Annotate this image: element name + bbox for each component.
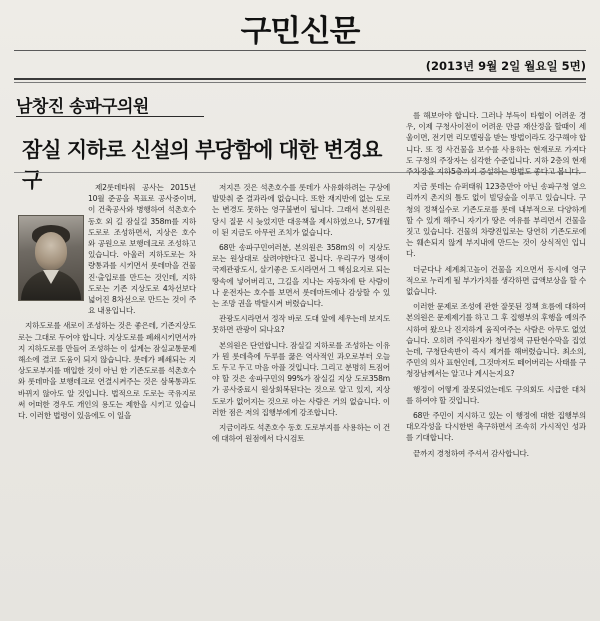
masthead-divider <box>14 50 586 51</box>
paragraph: 끝까지 경청하여 주셔서 감사합니다. <box>413 448 529 458</box>
paragraph: 관광도시라면서 정작 바로 도대 앞에 세우는데 보지도 못하면 관광이 되나요? <box>212 314 390 335</box>
paragraph: 제2롯데타워 공사는 2015년 10월 준공을 목표로 공사중이며, 이 건축공사와 병행하여 석촌호수 동호 외 길 잠실길 358m를 지하도로로 조성하면서, 지상은 호수와 공원으로 보행데크로 조성하고 있습니다. 아울러 지하도로는 차량통과를 시키면서 롯데마을 건물 진·출입로를 만드는 것인데, 지하도로는 기존 지상도로 4차선보다 넓어진 8차선으로 만드는 것이 주요 내용입니다. <box>88 183 196 316</box>
masthead-title: 구민신문 <box>240 14 360 49</box>
paragraph: 지하도로를 새로이 조성하는 것은 좋은데, 기존지상도로는 그대로 두어야 합니다. 지상도로를 폐쇄시키면서까지 지하도로를 만들어 조성하는 이 설계는 잠실교통문제 해소에 결코 도움이 되지 않습니다. 롯데가 폐쇄되는 지상도로부지를 매입한 것이 아닌 한 기존도로를 석촌호수와 롯데마을 보행데크로 연결시켜주는 것은 삼복통과도 바뀌지 않아도 알 것입니다. 법적으로 도로는 국유지로써 어떠한 경우도 개인의 용도는 제한을 시키고 있습니다. 이러한 법령이 있음에도 이 일을 <box>18 321 196 421</box>
paragraph: 지금 롯데는 슈퍼태워 123층만아 아닌 송파구청 옆으리까지 촌지의 틈도 없이 빌딩숲을 이루고 있습니다. 구청의 정책실수로 기존도로를 롯데 내부적으로 다양하게 할 수 있게 해주니 자기가 땅은 여유를 부리면서 건물을 짓고 있습니다. 건물의 차량진입로는 당연히 기존도로에는 훼손되지 않게 부지내에 만드는 것이 상식적인 입니다. <box>406 182 586 259</box>
byline: 남창진 송파구의원 <box>16 97 149 117</box>
article-column-2 <box>212 182 390 448</box>
article-column-3 <box>406 110 586 463</box>
paragraph: 행정이 어떻게 잘못되었는데도 구의회도 시급한 대처를 하여야 할 것입니다. <box>406 384 586 405</box>
page-title: 잠실 지하로 신설의 부당함에 대한 변경요구 <box>22 138 382 192</box>
article-column-1 <box>18 182 196 425</box>
issue-date: (2013년 9월 2일 월요일 5면) <box>425 59 586 73</box>
byline-underline <box>16 116 204 117</box>
paragraph: 68만 주민이 지시하고 있는 이 행정에 대한 집행부의 대오각성을 다시한번 촉구하면서 조속히 가시적인 성과를 기대합니다. <box>406 411 586 443</box>
paragraph: 더군다나 세계최고높이 건물을 지으면서 동시에 영구적으로 누리게 될 부가가치를 생각하면 급액보상을 할 수 없습니다. <box>406 264 586 297</box>
issue-divider-thin <box>14 82 586 83</box>
paragraph: 를 해보아야 합니다. 그러나 부득이 타협이 어려운 경우, 이제 구청사이전이 어려운 만큼 재산정을 할때이 세울이면, 전기면 리모델링을 받는 방법이라도 강구해야 합니다. 또 정 사건물을 보수를 사용하는 현재로로 가져다 도 구청의 주장자는 심각한 수준입니다. 지하 2층의 현재 주차장을 지하5층까지 증설하는 방법도 좋다고 봅니다. <box>406 111 586 177</box>
paragraph: 지금이라도 석촌호수 동호 도로부지를 사용하는 이 건에 대하여 원점에서 다시검토 <box>212 423 390 444</box>
paragraph: 저지른 것은 석촌호수를 롯데가 사유화하려는 구상에 발맞춰 준 결과라에 없습니다. 또한 재지반에 없는 도로는 변경도 못하는 영구불변이 됩니다. 그래서 본의원은 당시 질문 시 늦었지만 대응책을 제시하였으나, 57개월이 된 지금도 아무런 조치가 없습니다. <box>212 183 390 237</box>
masthead <box>0 6 600 50</box>
paragraph: 본의원은 단언합니다. 잠실길 지하로를 조성하는 이유가 뭔 롯데측에 두루를 꿇은 역사적인 과오로부터 오늘도 두고 두고 마음 아플 것입니다. 그리고 분명히 트짐어야 할 것은 송파구민의 99%가 잠실길 지상 도로358m가 공사중료시 원상회복된다는 것으로 알고 있지, 지상도로가 없어지는 것으로 아는 사람은 거의 없습니다. 이러한 점은 저의 집행부에게 강조합니다. <box>212 340 390 417</box>
paragraph: 68만 송파구민여러분, 본의원은 358m의 이 지상도로는 원상대로 살려야한다고 봅니다. 우리구가 명색이 국제관광도시, 살기좋은 도시라면서 그 핵심요지로 되는 땅속에 넣어버리고, 그길을 지나는 자동차에 탄 사람이나 운전자는 호수를 보면서 롯데마트에나 감상할 수 있는 조망 권을 박탈시켜 버렸습니다. <box>212 243 390 309</box>
issue-divider-thick <box>14 78 586 80</box>
paragraph: 이러한 문제로 조성에 관한 잘못된 정책 흐름에 대하여 본의원은 문제제기를 하고 그 후 집행부의 후행을 예의주시하여 왔으나 진지하게 움직여주는 사람은 아무도 없었습니다. 오히려 주익원자가 청년정색 규탄현수막을 집었는데, 구청단속반이 즉시 제거를 해버렸습니다. 최소의, 주민의 의사 표현인데, 그것마저도 떼어버리는 사태를 구청장남께서는 알고나 계시는지요? <box>406 302 586 379</box>
